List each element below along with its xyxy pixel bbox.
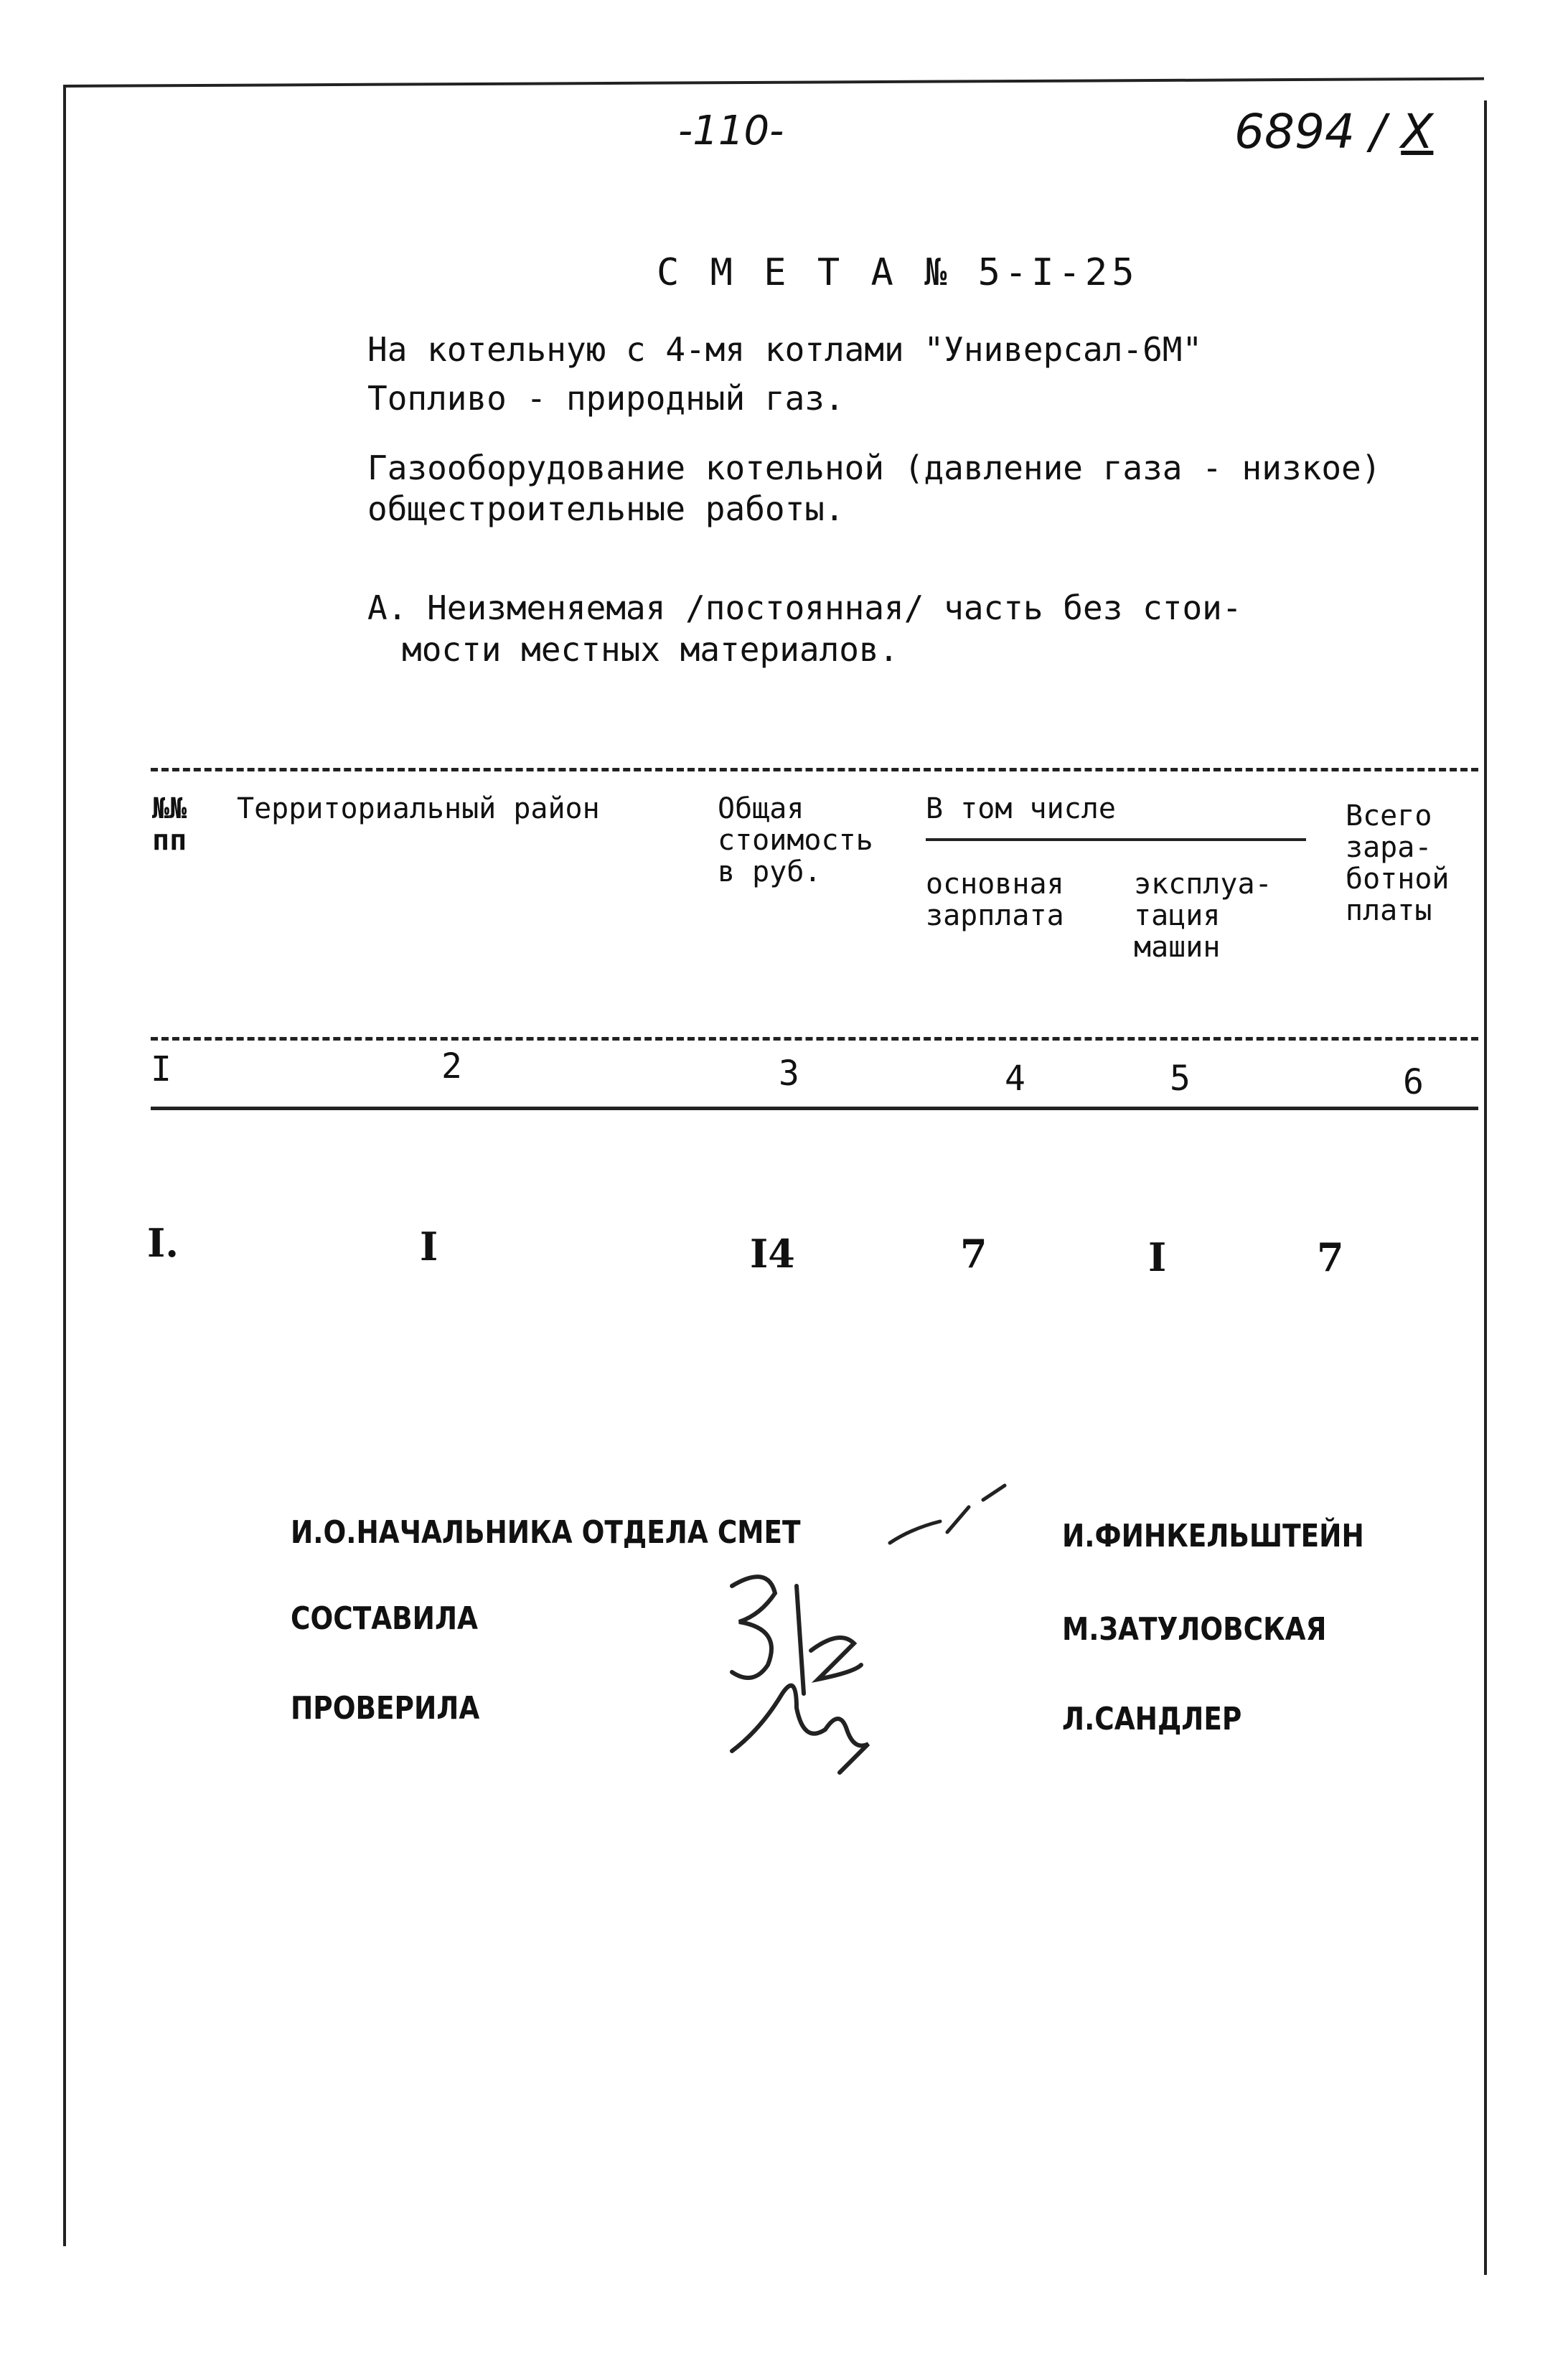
table-header-solid-rule xyxy=(151,1107,1478,1110)
column-number-2: 2 xyxy=(441,1046,462,1087)
column-number-6: 6 xyxy=(1403,1062,1424,1102)
page-number: -110- xyxy=(678,108,784,154)
signature-role-compiled: СОСТАВИЛА xyxy=(291,1600,478,1637)
header-group-underline xyxy=(926,838,1306,841)
page-frame-left xyxy=(63,86,66,2246)
signature-name-head: И.ФИНКЕЛЬШТЕЙН xyxy=(1062,1518,1364,1554)
signature-role-checked: ПРОВЕРИЛА xyxy=(291,1690,480,1727)
page-frame-top xyxy=(63,78,1484,88)
header-total-wages: Всего зара- ботной платы xyxy=(1346,799,1450,927)
archive-suffix: X xyxy=(1401,104,1434,159)
row-cell-total-wages: 7 xyxy=(1317,1234,1344,1280)
signature-name-compiled: М.ЗАТУЛОВСКАЯ xyxy=(1062,1611,1327,1648)
row-cell-district: I xyxy=(420,1224,438,1269)
column-number-3: 3 xyxy=(779,1053,799,1094)
column-number-4: 4 xyxy=(1005,1059,1025,1099)
page-frame-right xyxy=(1484,100,1487,2275)
signature-name-checked: Л.САНДЛЕР xyxy=(1062,1701,1242,1737)
archive-number-value: 6894 xyxy=(1234,104,1355,159)
header-machine-operation: эксплуа- тация машин xyxy=(1134,868,1272,964)
handwritten-signature-compiled xyxy=(718,1564,890,1780)
header-territorial-district: Территориальный район xyxy=(237,792,600,825)
subject-line-3: Газооборудование котельной (давление газа - низкое) xyxy=(367,449,1381,487)
archive-number: 6894 / X xyxy=(1234,104,1434,159)
table-top-dashed-rule xyxy=(151,768,1478,771)
signature-role-head: И.О.НАЧАЛЬНИКА ОТДЕЛА СМЕТ xyxy=(291,1514,801,1551)
header-base-wages: основная зарплата xyxy=(926,868,1064,932)
handwritten-signature-head xyxy=(861,1478,1033,1557)
subject-line-2: Топливо - природный газ. xyxy=(367,379,845,418)
column-number-5: 5 xyxy=(1170,1059,1191,1099)
header-total-cost: Общая стоимость в руб. xyxy=(718,792,873,888)
column-number-1: I xyxy=(151,1049,172,1089)
header-number: №№ пп xyxy=(152,792,187,857)
row-cell-base-wages: 7 xyxy=(960,1231,987,1277)
row-cell-number: I. xyxy=(147,1220,179,1266)
subject-line-1: На котельную с 4-мя котлами "Универсал-6М" xyxy=(367,330,1203,369)
subject-line-4: общестроительные работы. xyxy=(367,489,845,528)
row-cell-machine-operation: I xyxy=(1148,1234,1167,1280)
row-cell-total-cost: I4 xyxy=(750,1231,795,1277)
section-line-2: мости местных материалов. xyxy=(402,630,899,669)
document-title: С М Е Т А № 5-I-25 xyxy=(657,251,1139,294)
header-group-including: В том числе xyxy=(926,792,1116,825)
section-line-1: А. Неизменяемая /постоянная/ часть без стои- xyxy=(367,588,1242,627)
table-mid-dashed-rule xyxy=(151,1037,1478,1041)
